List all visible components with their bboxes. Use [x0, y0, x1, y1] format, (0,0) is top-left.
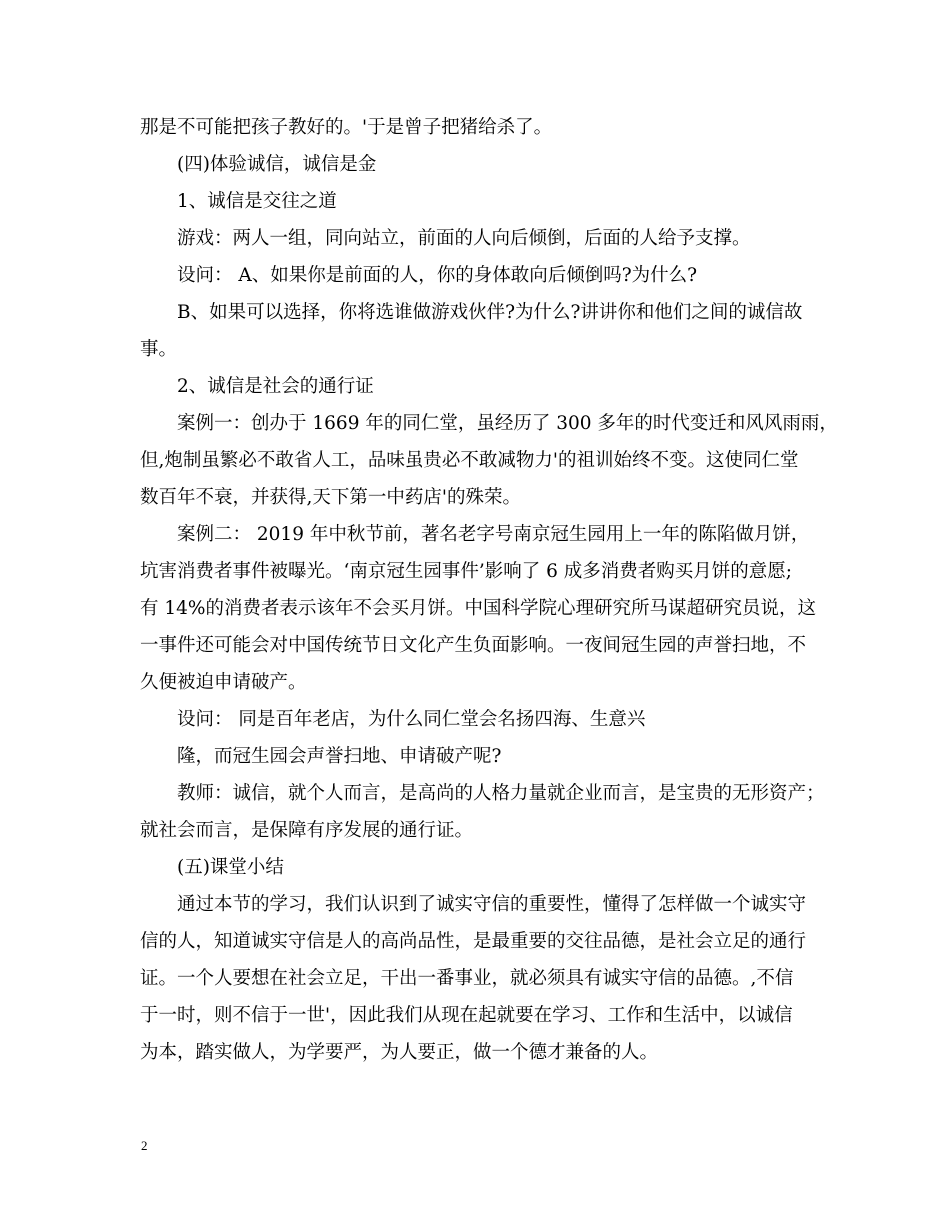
text-line: 游戏：两人一组，同向站立，前面的人向后倾倒，后面的人给予支撑。	[177, 228, 751, 249]
text-line: 证。一个人要想在社会立足，干出一番事业，就必须具有诚实守信的品德。,不信	[140, 968, 794, 989]
text-line: 一事件还可能会对中国传统节日文化产生负面影响。一夜间冠生园的声誉扫地，不	[140, 635, 807, 656]
text-line: 那是不可能把孩子教好的。'于是曾子把猪给杀了。	[140, 117, 553, 138]
text-line: 有 14%的消费者表示该年不会买月饼。中国科学院心理研究所马谋超研究员说，这	[140, 598, 817, 619]
text-line: 隆，而冠生园会声誉扫地、申请破产呢?	[177, 746, 502, 767]
text-line: 久便被迫申请破产。	[140, 672, 307, 693]
text-line: 设问： 同是百年老店，为什么同仁堂会名扬四海、生意兴	[177, 709, 646, 730]
text-line: 坑害消费者事件被曝光。‘南京冠生园事件’影响了 6 成多消费者购买月饼的意愿;	[140, 561, 793, 582]
section-heading: (五)课堂小结	[177, 857, 284, 878]
page-number: 2	[141, 1138, 148, 1153]
text-line: 为本，踏实做人，为学要严，为人要正，做一个德才兼备的人。	[140, 1042, 659, 1063]
section-heading: (四)体验诚信，诚信是金	[177, 154, 377, 175]
text-line: 数百年不衰，并获得,天下第一中药店'的殊荣。	[140, 487, 521, 508]
text-line: 于一时，则不信于一世'，因此我们从现在起就要在学习、工作和生活中，以诚信	[140, 1005, 793, 1026]
text-line: 案例一：创办于 1669 年的同仁堂，虽经历了 300 多年的时代变迁和风风雨雨，	[177, 413, 838, 434]
subsection-heading: 2、诚信是社会的通行证	[177, 376, 374, 397]
subsection-heading: 1、诚信是交往之道	[177, 191, 337, 212]
text-line: 教师：诚信，就个人而言，是高尚的人格力量就企业而言，是宝贵的无形资产；	[177, 783, 825, 804]
text-line: 事。	[140, 339, 178, 360]
text-line: 就社会而言，是保障有序发展的通行证。	[140, 820, 474, 841]
text-line: B、如果可以选择，你将选谁做游戏伙伴?为什么?讲讲你和他们之间的诚信故	[177, 302, 803, 323]
text-line: 通过本节的学习，我们认识到了诚实守信的重要性，懂得了怎样做一个诚实守	[177, 894, 807, 915]
text-line: 信的人，知道诚实守信是人的高尚品性，是最重要的交往品德，是社会立足的通行	[140, 931, 807, 952]
text-line: 案例二： 2019 年中秋节前，著名老字号南京冠生园用上一年的陈陷做月饼，	[177, 524, 810, 545]
text-line: 但,炮制虽繁必不敢省人工，品味虽贵必不敢减物力'的祖训始终不变。这使同仁堂	[140, 450, 799, 471]
text-line: 设问： A、如果你是前面的人，你的身体敢向后倾倒吗?为什么?	[177, 265, 698, 286]
